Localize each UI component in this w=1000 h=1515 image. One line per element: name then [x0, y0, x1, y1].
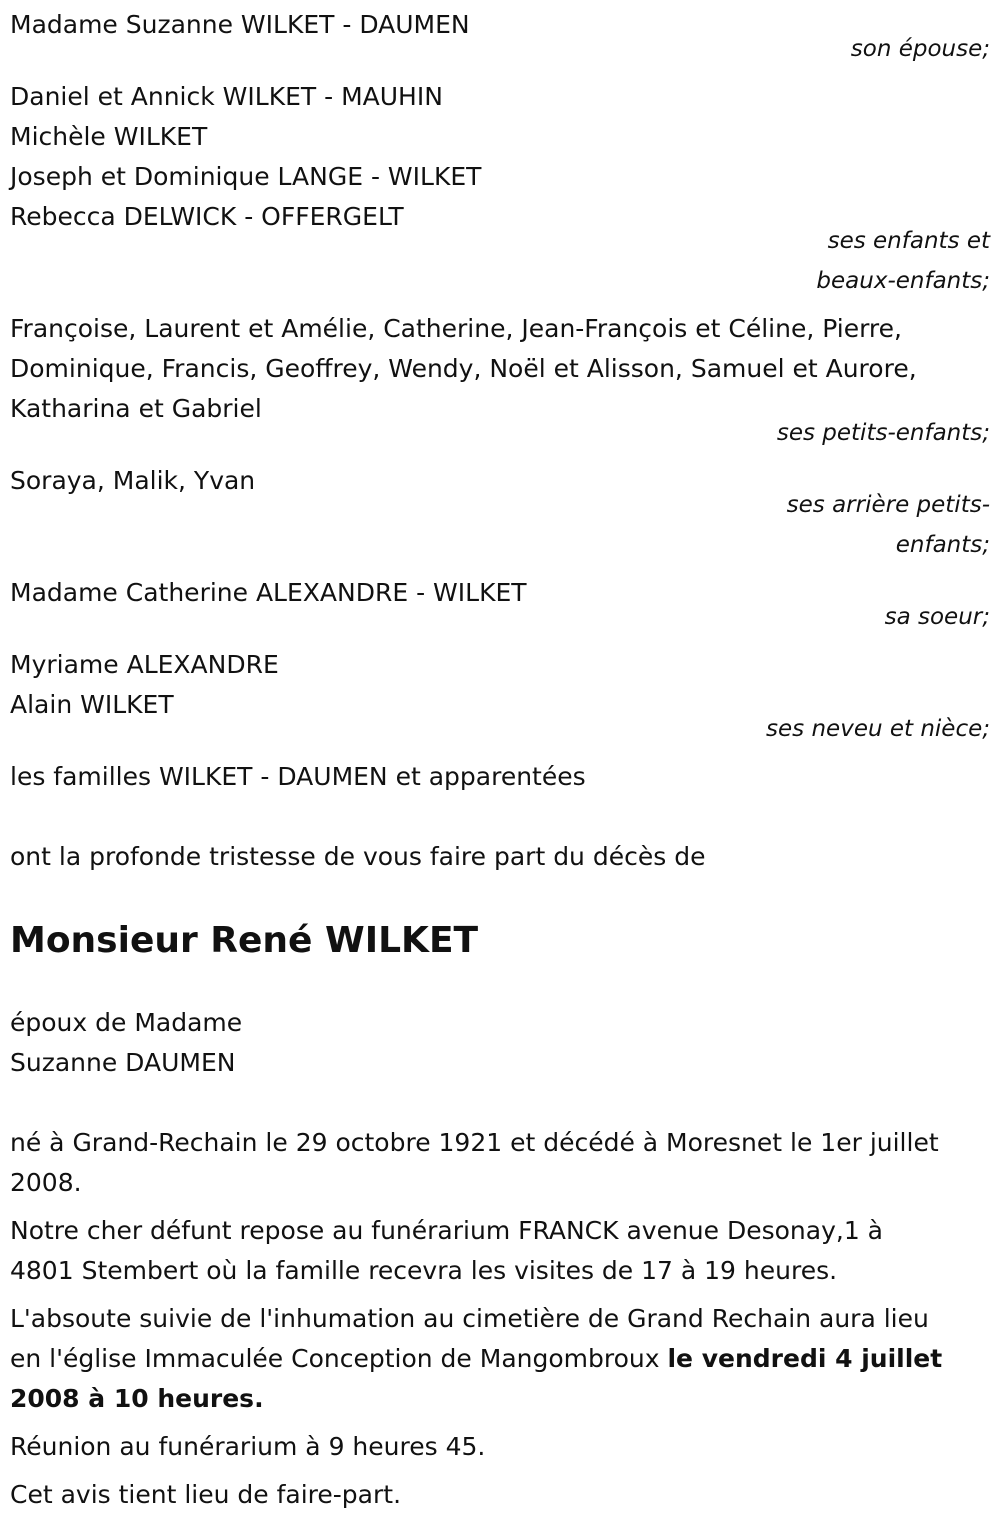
family-role: ses neveu et nièce;	[766, 716, 990, 742]
absoute-plain: en l'église Immaculée Conception de Mangombroux	[10, 1344, 668, 1373]
spouse-line: époux de Madame	[10, 1008, 243, 1037]
family-role: ses petits-enfants;	[776, 420, 990, 446]
birth-death-line: 2008.	[10, 1168, 82, 1197]
family-group-great-grandchildren	[10, 461, 990, 565]
family-group-nephew-niece	[10, 645, 990, 749]
closing-info	[10, 1475, 990, 1515]
families-line: les familles WILKET - DAUMEN et apparentées	[10, 762, 586, 791]
intro-text: ont la profonde tristesse de vous faire part du décès de	[10, 842, 706, 871]
family-name: Michèle WILKET	[10, 122, 208, 151]
family-name: Madame Suzanne WILKET - DAUMEN	[10, 10, 470, 39]
family-name: Daniel et Annick WILKET - MAUHIN	[10, 82, 443, 111]
family-role: sa soeur;	[884, 604, 990, 630]
repose-info	[10, 1211, 990, 1291]
family-role: son épouse;	[850, 36, 990, 62]
absoute-time: 2008 à 10 heures.	[10, 1384, 264, 1413]
birth-death-info	[10, 1123, 990, 1203]
family-group-sister	[10, 573, 990, 637]
absoute-date: le vendredi 4 juillet	[667, 1344, 943, 1373]
closing-line: Cet avis tient lieu de faire-part.	[10, 1480, 402, 1509]
repose-line: 4801 Stembert où la famille recevra les visites de 17 à 19 heures.	[10, 1256, 838, 1285]
family-name: Myriame ALEXANDRE	[10, 650, 279, 679]
spouse-info	[10, 1003, 990, 1083]
family-name: Françoise, Laurent et Amélie, Catherine, Jean-François et Céline, Pierre,	[10, 314, 902, 343]
absoute-line: L'absoute suivie de l'inhumation au cimetière de Grand Rechain aura lieu	[10, 1304, 929, 1333]
family-name: Soraya, Malik, Yvan	[10, 466, 256, 495]
family-group-children	[10, 77, 990, 301]
birth-death-line: né à Grand-Rechain le 29 octobre 1921 et décédé à Moresnet le 1er juillet	[10, 1128, 939, 1157]
family-name: Dominique, Francis, Geoffrey, Wendy, Noël et Alisson, Samuel et Aurore,	[10, 354, 917, 383]
family-group-grandchildren	[10, 309, 990, 453]
reunion-line: Réunion au funérarium à 9 heures 45.	[10, 1432, 486, 1461]
family-name: Katharina et Gabriel	[10, 394, 262, 423]
family-name: Madame Catherine ALEXANDRE - WILKET	[10, 578, 527, 607]
spouse-line: Suzanne DAUMEN	[10, 1048, 236, 1077]
repose-line: Notre cher défunt repose au funérarium FRANCK avenue Desonay,1 à	[10, 1216, 883, 1245]
family-role: ses arrière petits-	[786, 492, 990, 518]
family-name: Joseph et Dominique LANGE - WILKET	[10, 162, 482, 191]
family-role: beaux-enfants;	[816, 268, 990, 294]
deceased-name: Monsieur René WILKET	[10, 920, 479, 961]
family-group-spouse	[10, 5, 990, 69]
absoute-line	[10, 1339, 990, 1379]
absoute-info	[10, 1299, 990, 1419]
family-role: ses enfants et	[827, 228, 990, 254]
family-name: Rebecca DELWICK - OFFERGELT	[10, 202, 404, 231]
family-name: Alain WILKET	[10, 690, 174, 719]
reunion-info	[10, 1427, 990, 1467]
family-role: enfants;	[895, 532, 990, 558]
